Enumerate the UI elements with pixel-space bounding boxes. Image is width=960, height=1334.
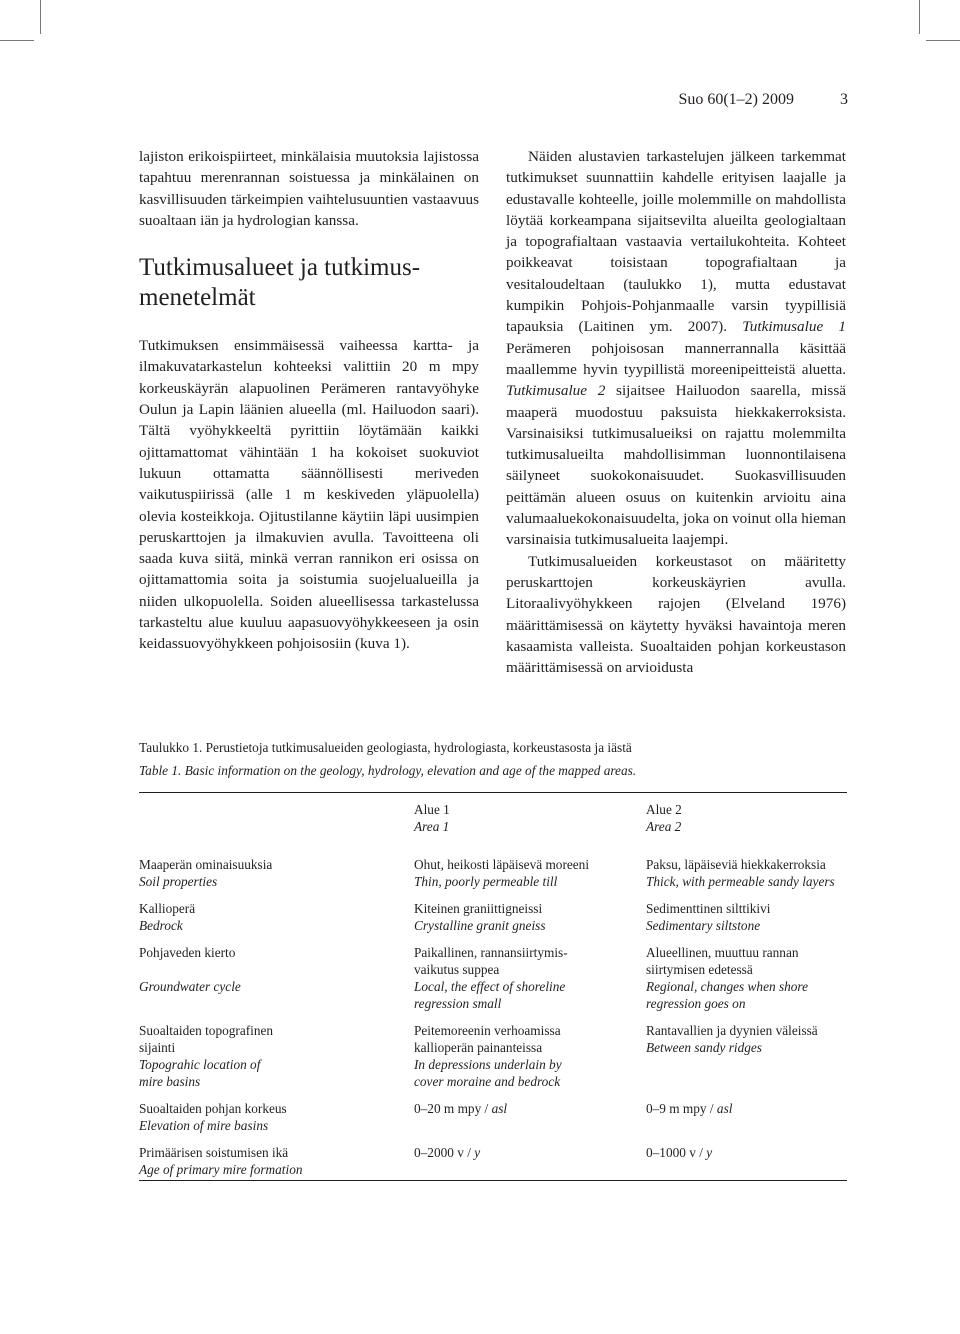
running-head [600,91,848,109]
area-2-cell [646,944,849,1022]
cell-text-english: Between sandy ridges [646,1040,762,1055]
cell-text-english: Local, the effect of shoreline regression small [414,979,566,1011]
cell-text: Peitemoreenin verhoamissa kallioperän painanteissa [414,1023,561,1055]
section-heading [139,253,479,313]
paragraph-text: Perämeren pohjoisosan mannerrannalla käsittää maallemme hyvin tyypillistä moreenipeitteistä aluetta. [506,339,846,378]
label-text: Suoaltaiden topografinen sijainti [139,1023,274,1055]
area-2-cell [646,1100,849,1144]
cell-text: Alueellinen, muuttuu rannan siirtymisen edetessä [646,945,799,977]
paragraph: Tutkimuksen ensimmäisessä vaiheessa kartta- ja ilmakuvatarkastelun kohteeksi valittiin 20 m mpy korkeuskäyrän alapuolinen Perämeren rantavyöhyke Oulun ja Lapin läänien alueella (ml. Hailuodon saari). Tältä vyöhykkeeltä pyrittiin löytämään kaikki ojittamattomat vähintään 1 ha kokoiset suokuviot lukuun ottamatta säännöllisesti meriveden vaikutuspiirissä (alle 1 m keskiveden yläpuolella) olevia kosteikkoja. Ojitustilanne käytiin läpi uusimpien peruskarttojen ja ilmakuvien avulla. Tavoitteena oli saada kuva siitä, minkä verran rannikon eri osissa on ojittamattomia soita ja soistumia suojelualueilla ja niiden ulkopuolella. Soiden alueellisessa tarkastelussa tarkasteltu alue kuuluu aapasuovyöhykkeeseen ja osin keidassuovyöhykkeen pohjoisosiin (kuva 1). [139,337,479,653]
cell-text: Rantavallien ja dyynien väleissä [646,1023,818,1038]
table-header-area-1 [414,801,646,856]
cell-text-english: y [474,1145,481,1160]
cell-text: 0–20 m mpy / [414,1101,492,1116]
label-text: Maaperän ominaisuuksia [139,857,273,872]
label-text: Primäärisen soistumisen ikä [139,1145,289,1160]
cell-text-english: In depressions underlain by cover moraine and bedrock [414,1057,562,1089]
area-1-cell [414,1022,646,1100]
cell-text-english: y [706,1145,713,1160]
cell-text-english: Thick, with permeable sandy layers [646,874,835,889]
area-1-cell [414,1144,646,1178]
table-row [139,900,849,944]
crop-mark-top-right [919,0,920,34]
row-label [139,1100,414,1144]
label-text: Suoaltaiden pohjan korkeus [139,1101,287,1116]
table-caption-finnish: Taulukko 1. Perustietoja tutkimusalueiden geologiasta, hydrologiasta, korkeustasosta ja iästä [139,740,632,755]
left-column [139,146,479,655]
cell-text: 0–9 m mpy / [646,1101,717,1116]
table-header-area-2 [646,801,849,856]
paragraph: Tutkimusalueiden korkeustasot on määritetty peruskarttojen korkeuskäyrien avulla. Litoraalivyöhykkeen rajojen (Elveland 1976) määrittämisessä on käytetty hyväksi havaintoja meren kasaamista valleista. Suoaltaiden pohjan korkeustason määrittämisessä on arvioidusta [506,552,846,677]
area-2-cell [646,1022,849,1100]
study-area-2-label: Tutkimusalue 2 [506,382,606,400]
table-row [139,1100,849,1144]
cell-text-english: asl [716,1101,733,1116]
table-header-row [139,801,849,856]
cell-text: Paksu, läpäiseviä hiekkakerroksia [646,857,826,872]
crop-mark-top-left-horizontal [0,40,34,41]
row-label [139,856,414,900]
table-top-rule [139,792,847,793]
label-text-english: Age of primary mire formation [139,1162,303,1177]
area-1-cell [414,900,646,944]
data-table [139,801,849,1178]
area-2-cell [646,1144,849,1178]
section-heading-line-2: menetelmät [139,284,256,312]
cell-text: Sedimenttinen silttikivi [646,901,771,916]
label-text-english: Topograhic location of mire basins [139,1057,261,1089]
cell-text-english: Crystalline granit gneiss [414,918,546,933]
header-text-english: Area 2 [646,819,682,834]
cell-text: 0–1000 v / [646,1145,707,1160]
cell-text: 0–2000 v / [414,1145,475,1160]
right-column [506,146,846,678]
table-row [139,856,849,900]
row-label [139,944,414,1022]
table-row [139,944,849,1022]
crop-mark-top-left [40,0,41,34]
label-text: Pohjaveden kierto [139,945,236,960]
paragraph-text: Näiden alustavien tarkastelujen jälkeen tarkemmat tutkimukset suunnattiin kahdelle erityisen laajalle ja edustavalle kohteelle, joille molemmille on mahdollista löytää korkeampana sijaitsevilta alueilta geologialtaan ja topografialtaan vastaavia vertailukohteita. Kohteet poikkeavat toisistaan topografialtaan ja vesitaloudeltaan (taulukko 1), mutta edustavat kumpikin Pohjois-Pohjanmaalle varsin tyypillisiä tapauksia (Laitinen ym. 2007). [506,148,846,336]
area-1-cell [414,944,646,1022]
cell-text-english: asl [491,1101,508,1116]
table-row [139,1022,849,1100]
cell-text-english: Thin, poorly permeable till [414,874,558,889]
page-number: 3 [840,91,848,108]
row-label [139,1022,414,1100]
row-label [139,900,414,944]
paragraph [506,146,846,551]
cell-text: Paikallinen, rannansiirtymis-vaikutus suppea [414,945,568,977]
spacer [139,961,414,978]
table-caption-english: Table 1. Basic information on the geology, hydrology, elevation and age of the mapped areas. [139,763,637,778]
journal-citation: Suo 60(1–2) 2009 [678,91,794,108]
header-text: Alue 2 [646,802,682,817]
area-1-cell [414,1100,646,1144]
label-text-english: Soil properties [139,874,218,889]
table-header-cell [139,801,414,856]
label-text-english: Bedrock [139,918,183,933]
cell-text-english: Regional, changes when shore regression goes on [646,979,808,1011]
section-heading-line-1: Tutkimusalueet ja tutkimus- [139,254,421,282]
paragraph: lajiston erikoispiirteet, minkälaisia muutoksia lajistossa tapahtuu merenrannan soistuessa ja minkälainen on kasvillisuuden tärkeimpien vaihtelusuuntien vastaavuus suoaltaan iän ja hydrologian kanssa. [139,148,479,229]
label-text: Kallioperä [139,901,196,916]
area-2-cell [646,900,849,944]
cell-text: Kiteinen graniittigneissi [414,901,543,916]
table-row [139,1144,849,1178]
header-text-english: Area 1 [414,819,450,834]
label-text-english: Groundwater cycle [139,979,241,994]
paragraph-text: sijaitsee Hailuodon saarella, missä maaperä muodostuu paksuista hiekkakerroksista. Varsinaisiksi tutkimusalueiksi on rajattu molemmilta tutkimusalueilta mahdollisimman luonnontilaisena säilyneet suokokonaisuudet. Suokasvillisuuden peittämän alueen osuus on kuitenkin arvioitu aina valumaaluekokonaisuudelta, joka on voinut olla hieman varsinaisia tutkimusalueita laajempi. [506,382,846,549]
cell-text-english: Sedimentary siltstone [646,918,761,933]
study-area-1-label: Tutkimusalue 1 [742,318,846,336]
header-text: Alue 1 [414,802,450,817]
crop-mark-top-right-horizontal [926,40,960,41]
row-label [139,1144,414,1178]
area-1-cell [414,856,646,900]
area-2-cell [646,856,849,900]
cell-text: Ohut, heikosti läpäisevä moreeni [414,857,590,872]
label-text-english: Elevation of mire basins [139,1118,269,1133]
table-bottom-rule [139,1180,847,1181]
